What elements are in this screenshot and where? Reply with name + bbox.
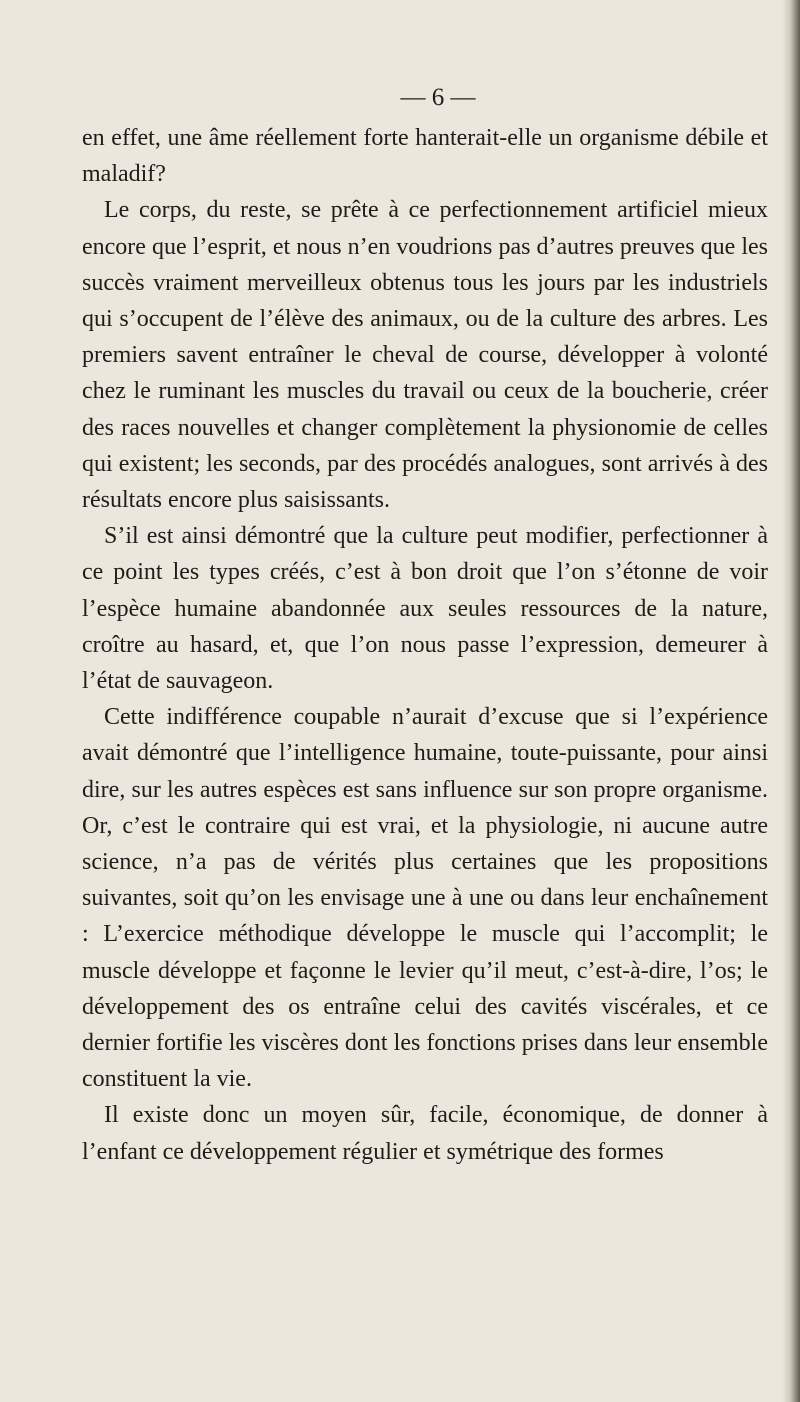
- paragraph-5: Il existe donc un moyen sûr, facile, économique, de donner à l’enfant ce développement régulier et symétrique des formes: [82, 1102, 768, 1165]
- paragraph-3: S’il est ainsi démontré que la culture peut modifier, perfectionner à ce point les types créés, c’est à bon droit que l’on s’étonne de voir l’espèce humaine abandonnée aux seules ressources de la nature, croître au hasard, et, que l’on nous passe l’expression, demeurer à l’état de sauvageon.: [82, 523, 768, 695]
- paragraph-1: en effet, une âme réellement forte hanterait-elle un organisme débile et maladif?: [82, 125, 768, 188]
- paragraph-2: Le corps, du reste, se prête à ce perfectionnement artificiel mieux encore que l’esprit, et nous n’en voudrions pas d’autres preuves que les succès vraiment merveilleux obtenus tous les jours par les industriels qui s’occupent de l’élève des animaux, ou de la culture des arbres. Les premiers savent entraîner le cheval de course, développer à volonté chez le ruminant les muscles du travail ou ceux de la boucherie, créer des races nouvelles et changer complètement la physionomie de celles qui existent; les seconds, par des procédés analogues, sont arrivés à des résultats encore plus saisissants.: [82, 197, 768, 514]
- page-edge-shadow: [782, 0, 800, 1402]
- page-number: — 6 —: [400, 84, 476, 111]
- page-content: [82, 78, 768, 1170]
- paragraph-4: Cette indifférence coupable n’aurait d’excuse que si l’expérience avait démontré que l’intelligence humaine, toute-puissante, pour ainsi dire, sur les autres espèces est sans influence sur son propre organisme. Or, c’est le contraire qui est vrai, et la physiologie, ni aucune autre science, n’a pas de vérités plus certaines que les propositions suivantes, soit qu’on les envisage une à une ou dans leur enchaînement : L’exercice méthodique développe le muscle qui l’accomplit; le muscle développe et façonne le levier qu’il meut, c’est-à-dire, l’os; le développement des os entraîne celui des cavités viscérales, et ce dernier fortifie les viscères dont les fonctions prises dans leur ensemble constituent la vie.: [82, 704, 768, 1093]
